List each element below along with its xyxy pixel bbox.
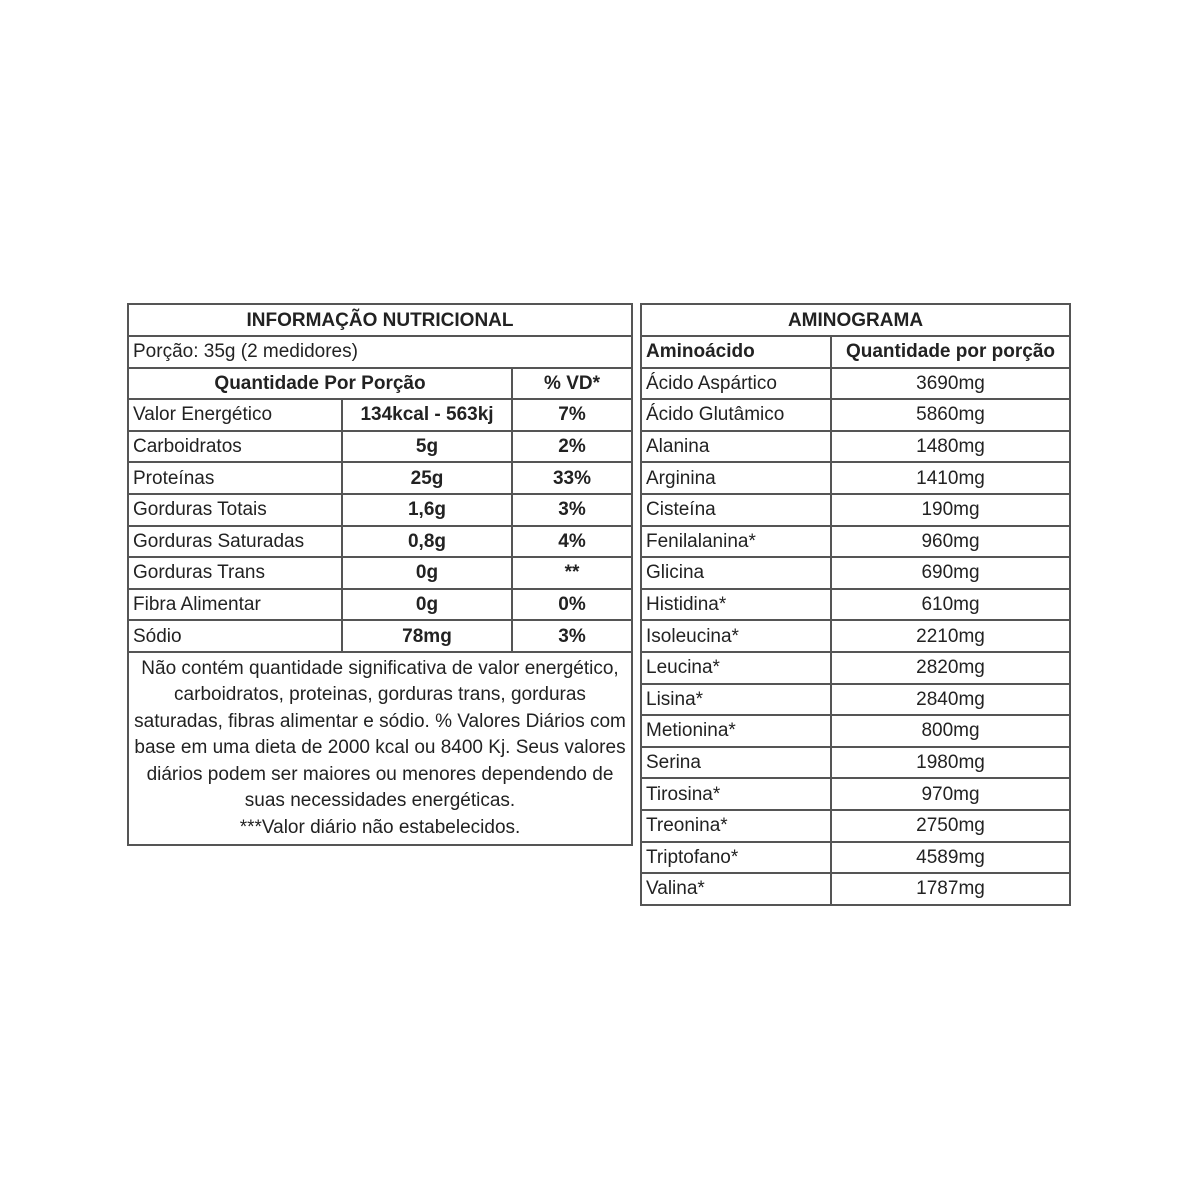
nutrient-name: Gorduras Totais [128, 494, 342, 526]
amino-amount: 2210mg [831, 620, 1070, 652]
amino-row [641, 873, 1070, 905]
amino-row [641, 589, 1070, 621]
amino-row [641, 557, 1070, 589]
nutrient-vd: 4% [512, 526, 632, 558]
nutrition-row [128, 494, 632, 526]
amino-row [641, 431, 1070, 463]
nutrition-row [128, 526, 632, 558]
nutrient-amount: 25g [342, 462, 512, 494]
amino-name: Isoleucina* [641, 620, 831, 652]
nutrient-name: Proteínas [128, 462, 342, 494]
amino-amount: 1980mg [831, 747, 1070, 779]
amino-name: Fenilalanina* [641, 526, 831, 558]
nutrient-vd: 0% [512, 589, 632, 621]
amino-row [641, 526, 1070, 558]
amino-name: Triptofano* [641, 842, 831, 874]
amino-amount: 3690mg [831, 368, 1070, 400]
amino-name: Valina* [641, 873, 831, 905]
amino-name: Ácido Glutâmico [641, 399, 831, 431]
amino-name: Ácido Aspártico [641, 368, 831, 400]
amino-amount: 610mg [831, 589, 1070, 621]
amino-name: Tirosina* [641, 778, 831, 810]
nutrition-footnote [128, 652, 632, 846]
amino-row [641, 684, 1070, 716]
amino-row [641, 715, 1070, 747]
amino-amount: 690mg [831, 557, 1070, 589]
amino-amount: 970mg [831, 778, 1070, 810]
amino-row [641, 462, 1070, 494]
nutrient-vd: 7% [512, 399, 632, 431]
nutrient-vd: 33% [512, 462, 632, 494]
amino-row [641, 747, 1070, 779]
amino-amount: 4589mg [831, 842, 1070, 874]
nutrient-amount: 0g [342, 589, 512, 621]
amino-row [641, 368, 1070, 400]
nutrient-vd: 3% [512, 494, 632, 526]
amino-row [641, 620, 1070, 652]
nutrient-amount: 0,8g [342, 526, 512, 558]
amino-name: Serina [641, 747, 831, 779]
amino-amount: 2840mg [831, 684, 1070, 716]
amino-amount: 960mg [831, 526, 1070, 558]
amino-amount: 5860mg [831, 399, 1070, 431]
amino-row [641, 399, 1070, 431]
nutrient-name: Fibra Alimentar [128, 589, 342, 621]
amino-quantity-header: Quantidade por porção [831, 336, 1070, 368]
footnote-extra: ***Valor diário não estabelecidos. [239, 816, 521, 838]
amino-row [641, 842, 1070, 874]
portion-label: Porção: 35g (2 medidores) [128, 336, 632, 368]
amino-header: Aminoácido [641, 336, 831, 368]
amino-row [641, 810, 1070, 842]
nutrient-amount: 78mg [342, 620, 512, 652]
nutrient-amount: 1,6g [342, 494, 512, 526]
amino-amount: 1410mg [831, 462, 1070, 494]
nutrition-row [128, 399, 632, 431]
nutrient-name: Sódio [128, 620, 342, 652]
amino-name: Alanina [641, 431, 831, 463]
nutrition-row [128, 462, 632, 494]
amino-row [641, 778, 1070, 810]
nutrition-row [128, 431, 632, 463]
nutrient-amount: 5g [342, 431, 512, 463]
amino-amount: 2750mg [831, 810, 1070, 842]
amino-row [641, 652, 1070, 684]
aminogram-title: AMINOGRAMA [641, 304, 1070, 336]
amino-name: Arginina [641, 462, 831, 494]
amino-amount: 2820mg [831, 652, 1070, 684]
amino-name: Leucina* [641, 652, 831, 684]
footnote-text: Não contém quantidade significativa de valor energético, carboidratos, proteinas, gorduras trans, gorduras saturadas, fibras alimentar e sódio. % Valores Diários com base em uma dieta de 2000 kcal ou 8400 Kj. Seus valores diários podem ser maiores ou menores dependendo de suas necessidades energéticas. [134, 657, 626, 812]
quantity-header: Quantidade Por Porção [128, 368, 512, 400]
nutrition-title: INFORMAÇÃO NUTRICIONAL [128, 304, 632, 336]
amino-amount: 1480mg [831, 431, 1070, 463]
nutrient-name: Carboidratos [128, 431, 342, 463]
amino-name: Metionina* [641, 715, 831, 747]
amino-row [641, 494, 1070, 526]
amino-amount: 1787mg [831, 873, 1070, 905]
aminogram-table [640, 303, 1071, 906]
amino-name: Treonina* [641, 810, 831, 842]
nutrient-amount: 134kcal - 563kj [342, 399, 512, 431]
nutrition-row [128, 557, 632, 589]
nutrition-row [128, 620, 632, 652]
nutrient-vd: 3% [512, 620, 632, 652]
nutrient-vd: ** [512, 557, 632, 589]
vd-header: % VD* [512, 368, 632, 400]
nutrient-name: Gorduras Saturadas [128, 526, 342, 558]
amino-name: Cisteína [641, 494, 831, 526]
nutrition-row [128, 589, 632, 621]
nutrient-name: Gorduras Trans [128, 557, 342, 589]
amino-name: Glicina [641, 557, 831, 589]
nutrient-amount: 0g [342, 557, 512, 589]
amino-name: Lisina* [641, 684, 831, 716]
nutrient-name: Valor Energético [128, 399, 342, 431]
amino-name: Histidina* [641, 589, 831, 621]
amino-amount: 800mg [831, 715, 1070, 747]
amino-amount: 190mg [831, 494, 1070, 526]
nutrition-table [127, 303, 633, 846]
nutrient-vd: 2% [512, 431, 632, 463]
